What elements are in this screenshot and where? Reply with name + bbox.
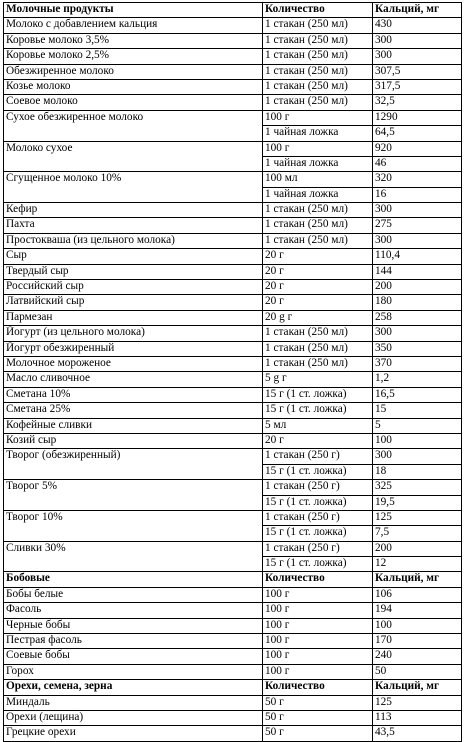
product-name: Йогурт обезжиренный bbox=[4, 341, 263, 356]
calcium-cell: 180 bbox=[373, 295, 462, 310]
calcium-cell: 1,2 bbox=[373, 372, 462, 387]
quantity-cell: 1 чайная ложка bbox=[263, 126, 373, 141]
quantity-cell: 50 г bbox=[263, 695, 373, 710]
quantity-column-header: Количество bbox=[263, 680, 373, 695]
table-row bbox=[4, 95, 462, 110]
table-row bbox=[4, 710, 462, 725]
quantity-cell: 15 г (1 ст. ложка) bbox=[263, 495, 373, 510]
table-row bbox=[4, 403, 462, 418]
quantity-cell: 20 г bbox=[263, 433, 373, 448]
calcium-cell: 325 bbox=[373, 480, 462, 495]
quantity-cell: 1 стакан (250 г) bbox=[263, 541, 373, 556]
quantity-cell: 15 г (1 ст. ложка) bbox=[263, 526, 373, 541]
quantity-cell: 1 чайная ложка bbox=[263, 187, 373, 202]
calcium-cell: 18 bbox=[373, 464, 462, 479]
quantity-cell: 15 г (1 ст. ложка) bbox=[263, 387, 373, 402]
quantity-cell: 5 мл bbox=[263, 418, 373, 433]
product-name: Латвийский сыр bbox=[4, 295, 263, 310]
quantity-cell: 100 г bbox=[263, 649, 373, 664]
product-name: Сыр bbox=[4, 249, 263, 264]
quantity-cell: 100 г bbox=[263, 664, 373, 679]
product-name: Грецкие орехи bbox=[4, 726, 263, 741]
section-title: Бобовые bbox=[4, 572, 263, 587]
quantity-cell: 1 стакан (250 мл) bbox=[263, 233, 373, 248]
quantity-cell: 100 г bbox=[263, 141, 373, 156]
table-row bbox=[4, 49, 462, 64]
calcium-cell: 300 bbox=[373, 233, 462, 248]
calcium-cell: 317,5 bbox=[373, 79, 462, 94]
calcium-cell: 170 bbox=[373, 634, 462, 649]
section-header-row bbox=[4, 572, 462, 587]
quantity-cell: 100 мл bbox=[263, 172, 373, 187]
calcium-cell: 300 bbox=[373, 203, 462, 218]
product-name: Орехи (лещина) bbox=[4, 710, 263, 725]
section-title: Орехи, семена, зерна bbox=[4, 680, 263, 695]
quantity-cell: 1 стакан (250 мл) bbox=[263, 79, 373, 94]
calcium-cell: 50 bbox=[373, 664, 462, 679]
product-name: Масло сливочное bbox=[4, 372, 263, 387]
table-row bbox=[4, 433, 462, 448]
table-row bbox=[4, 110, 462, 125]
table-row bbox=[4, 33, 462, 48]
table-row bbox=[4, 203, 462, 218]
table-row bbox=[4, 326, 462, 341]
calcium-cell: 144 bbox=[373, 264, 462, 279]
quantity-cell: 1 стакан (250 мл) bbox=[263, 341, 373, 356]
quantity-cell: 1 стакан (250 мл) bbox=[263, 49, 373, 64]
table-row bbox=[4, 587, 462, 602]
table-row bbox=[4, 634, 462, 649]
calcium-cell: 15 bbox=[373, 403, 462, 418]
quantity-cell: 15 г (1 ст. ложка) bbox=[263, 464, 373, 479]
quantity-cell: 100 г bbox=[263, 587, 373, 602]
calcium-cell: 920 bbox=[373, 141, 462, 156]
table-row bbox=[4, 141, 462, 156]
product-name: Молоко сухое bbox=[4, 141, 263, 172]
quantity-cell: 1 стакан (250 г) bbox=[263, 510, 373, 525]
calcium-cell: 300 bbox=[373, 449, 462, 464]
product-name: Горох bbox=[4, 664, 263, 679]
quantity-cell: 1 стакан (250 мл) bbox=[263, 356, 373, 371]
calcium-cell: 110,4 bbox=[373, 249, 462, 264]
table-row bbox=[4, 310, 462, 325]
quantity-column-header: Количество bbox=[263, 3, 373, 18]
table-row bbox=[4, 356, 462, 371]
table-row bbox=[4, 387, 462, 402]
table-row bbox=[4, 664, 462, 679]
table-row bbox=[4, 64, 462, 79]
product-name: Простокваша (из цельного молока) bbox=[4, 233, 263, 248]
product-name: Сгущенное молоко 10% bbox=[4, 172, 263, 203]
table-row bbox=[4, 649, 462, 664]
calcium-cell: 113 bbox=[373, 710, 462, 725]
product-name: Твердый сыр bbox=[4, 264, 263, 279]
table-row bbox=[4, 79, 462, 94]
quantity-cell: 1 чайная ложка bbox=[263, 156, 373, 171]
quantity-cell: 1 стакан (250 мл) bbox=[263, 203, 373, 218]
calcium-cell: 1290 bbox=[373, 110, 462, 125]
quantity-cell: 1 стакан (250 мл) bbox=[263, 33, 373, 48]
table-row bbox=[4, 18, 462, 33]
quantity-cell: 15 г (1 ст. ложка) bbox=[263, 557, 373, 572]
product-name: Пармезан bbox=[4, 310, 263, 325]
product-name: Черные бобы bbox=[4, 618, 263, 633]
section-title: Молочные продукты bbox=[4, 3, 263, 18]
quantity-cell: 1 стакан (250 мл) bbox=[263, 218, 373, 233]
section-header-row bbox=[4, 3, 462, 18]
calcium-cell: 350 bbox=[373, 341, 462, 356]
table-row bbox=[4, 480, 462, 495]
product-name: Сливки 30% bbox=[4, 541, 263, 572]
table-row bbox=[4, 280, 462, 295]
product-name: Обезжиренное молоко bbox=[4, 64, 263, 79]
quantity-cell: 20 г bbox=[263, 280, 373, 295]
product-name: Бобы белые bbox=[4, 587, 263, 602]
product-name: Кофейные сливки bbox=[4, 418, 263, 433]
calcium-cell: 5 bbox=[373, 418, 462, 433]
calcium-cell: 300 bbox=[373, 49, 462, 64]
product-name: Молочное мороженое bbox=[4, 356, 263, 371]
quantity-cell: 1 стакан (250 г) bbox=[263, 449, 373, 464]
calcium-cell: 100 bbox=[373, 433, 462, 448]
calcium-cell: 275 bbox=[373, 218, 462, 233]
quantity-cell: 100 г bbox=[263, 634, 373, 649]
calcium-cell: 258 bbox=[373, 310, 462, 325]
calcium-cell: 64,5 bbox=[373, 126, 462, 141]
table-row bbox=[4, 372, 462, 387]
quantity-cell: 15 г (1 ст. ложка) bbox=[263, 403, 373, 418]
table-row bbox=[4, 726, 462, 741]
calcium-cell: 430 bbox=[373, 18, 462, 33]
quantity-cell: 1 стакан (250 мл) bbox=[263, 326, 373, 341]
product-name: Молоко с добавлением кальция bbox=[4, 18, 263, 33]
table-row bbox=[4, 249, 462, 264]
calcium-cell: 32,5 bbox=[373, 95, 462, 110]
quantity-cell: 1 стакан (250 г) bbox=[263, 480, 373, 495]
calcium-cell: 370 bbox=[373, 356, 462, 371]
section-header-row bbox=[4, 680, 462, 695]
calcium-cell: 300 bbox=[373, 33, 462, 48]
table-row bbox=[4, 449, 462, 464]
product-name: Коровье молоко 3,5% bbox=[4, 33, 263, 48]
table-row bbox=[4, 295, 462, 310]
product-name: Творог 5% bbox=[4, 480, 263, 511]
product-name: Сметана 25% bbox=[4, 403, 263, 418]
calcium-cell: 106 bbox=[373, 587, 462, 602]
table-row bbox=[4, 510, 462, 525]
calcium-cell: 100 bbox=[373, 618, 462, 633]
quantity-cell: 20 г bbox=[263, 295, 373, 310]
quantity-cell: 50 г bbox=[263, 726, 373, 741]
calcium-cell: 200 bbox=[373, 541, 462, 556]
product-name: Козье молоко bbox=[4, 79, 263, 94]
calcium-cell: 16 bbox=[373, 187, 462, 202]
calcium-column-header: Кальций, мг bbox=[373, 572, 462, 587]
product-name: Козий сыр bbox=[4, 433, 263, 448]
calcium-cell: 300 bbox=[373, 326, 462, 341]
calcium-cell: 320 bbox=[373, 172, 462, 187]
table-row bbox=[4, 418, 462, 433]
product-name: Сухое обезжиренное молоко bbox=[4, 110, 263, 141]
product-name: Йогурт (из цельного молока) bbox=[4, 326, 263, 341]
quantity-cell: 1 стакан (250 мл) bbox=[263, 18, 373, 33]
calcium-content-table bbox=[3, 2, 462, 742]
calcium-cell: 307,5 bbox=[373, 64, 462, 79]
calcium-cell: 240 bbox=[373, 649, 462, 664]
table-body bbox=[4, 3, 462, 742]
product-name: Сметана 10% bbox=[4, 387, 263, 402]
table-row bbox=[4, 603, 462, 618]
table-row bbox=[4, 618, 462, 633]
calcium-cell: 43,5 bbox=[373, 726, 462, 741]
table-row bbox=[4, 541, 462, 556]
calcium-cell: 200 bbox=[373, 280, 462, 295]
quantity-cell: 50 г bbox=[263, 710, 373, 725]
table-row bbox=[4, 695, 462, 710]
product-name: Пестрая фасоль bbox=[4, 634, 263, 649]
quantity-cell: 100 г bbox=[263, 110, 373, 125]
product-name: Творог 10% bbox=[4, 510, 263, 541]
calcium-cell: 12 bbox=[373, 557, 462, 572]
product-name: Соевые бобы bbox=[4, 649, 263, 664]
table-row bbox=[4, 233, 462, 248]
calcium-cell: 125 bbox=[373, 510, 462, 525]
table-row bbox=[4, 172, 462, 187]
table-row bbox=[4, 341, 462, 356]
product-name: Миндаль bbox=[4, 695, 263, 710]
product-name: Пахта bbox=[4, 218, 263, 233]
quantity-cell: 20 г bbox=[263, 264, 373, 279]
calcium-cell: 7,5 bbox=[373, 526, 462, 541]
product-name: Коровье молоко 2,5% bbox=[4, 49, 263, 64]
calcium-cell: 19,5 bbox=[373, 495, 462, 510]
calcium-cell: 125 bbox=[373, 695, 462, 710]
quantity-cell: 100 г bbox=[263, 603, 373, 618]
quantity-cell: 1 стакан (250 мл) bbox=[263, 64, 373, 79]
calcium-column-header: Кальций, мг bbox=[373, 3, 462, 18]
product-name: Творог (обезжиренный) bbox=[4, 449, 263, 480]
quantity-cell: 5 g г bbox=[263, 372, 373, 387]
product-name: Соевое молоко bbox=[4, 95, 263, 110]
product-name: Кефир bbox=[4, 203, 263, 218]
quantity-cell: 20 г bbox=[263, 249, 373, 264]
product-name: Российский сыр bbox=[4, 280, 263, 295]
quantity-cell: 1 стакан (250 мл) bbox=[263, 95, 373, 110]
table-row bbox=[4, 264, 462, 279]
quantity-cell: 100 г bbox=[263, 618, 373, 633]
calcium-column-header: Кальций, мг bbox=[373, 680, 462, 695]
quantity-column-header: Количество bbox=[263, 572, 373, 587]
quantity-cell: 20 g г bbox=[263, 310, 373, 325]
calcium-cell: 16,5 bbox=[373, 387, 462, 402]
calcium-cell: 194 bbox=[373, 603, 462, 618]
calcium-cell: 46 bbox=[373, 156, 462, 171]
product-name: Фасоль bbox=[4, 603, 263, 618]
table-row bbox=[4, 218, 462, 233]
